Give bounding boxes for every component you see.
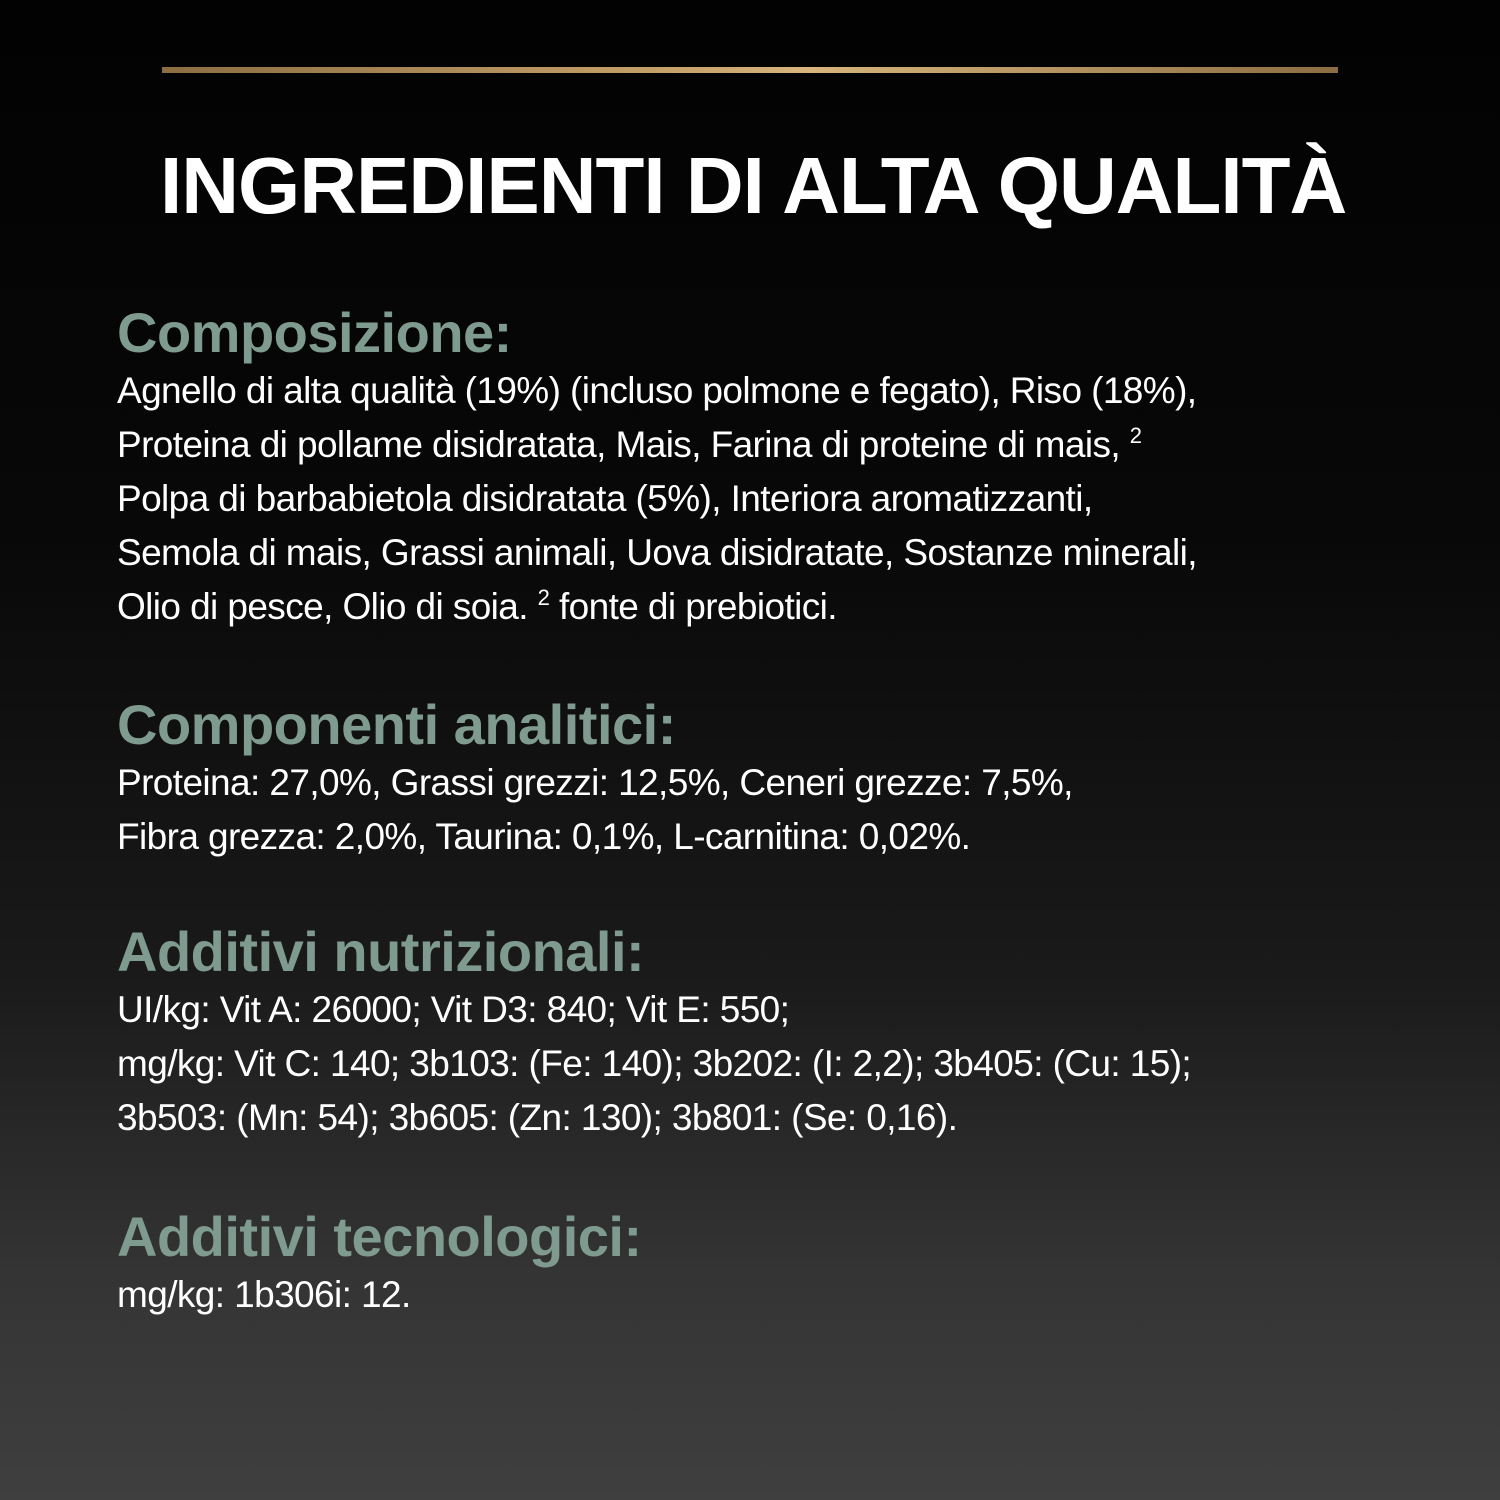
section-heading: Componenti analitici: (117, 693, 676, 756)
section-heading: Additivi nutrizionali: (117, 920, 645, 983)
composition-line-text: Proteina di pollame disidratata, Mais, Farina di proteine di mais, (117, 424, 1130, 465)
composition-line (117, 580, 1407, 634)
additive-line: UI/kg: Vit A: 26000; Vit D3: 840; Vit E: 550; (117, 989, 790, 1030)
composition-line-text: Olio di pesce, Olio di soia. (117, 586, 538, 627)
analytic-line: Proteina: 27,0%, Grassi grezzi: 12,5%, Ceneri grezze: 7,5%, (117, 762, 1073, 803)
gold-divider (162, 67, 1338, 73)
composition-line: Semola di mais, Grassi animali, Uova disidratate, Sostanze minerali, (117, 532, 1197, 573)
section-heading: Composizione: (117, 301, 512, 364)
section-additivi-tecnologici (117, 1206, 1407, 1322)
section-componenti-analitici (117, 694, 1407, 864)
additive-line: mg/kg: Vit C: 140; 3b103: (Fe: 140); 3b202: (I: 2,2); 3b405: (Cu: 15); (117, 1043, 1192, 1084)
composition-line: Polpa di barbabietola disidratata (5%), Interiora aromatizzanti, (117, 478, 1093, 519)
section-composizione (117, 302, 1407, 634)
composition-line: Agnello di alta qualità (19%) (incluso polmone e fegato), Riso (18%), (117, 370, 1197, 411)
footnote-marker: 2 (537, 585, 550, 610)
analytic-line: Fibra grezza: 2,0%, Taurina: 0,1%, L-carnitina: 0,02%. (117, 816, 971, 857)
composition-line (117, 418, 1407, 472)
section-heading: Additivi tecnologici: (117, 1205, 642, 1268)
technological-line: mg/kg: 1b306i: 12. (117, 1274, 411, 1315)
page-title: INGREDIENTI DI ALTA QUALITÀ (160, 141, 1347, 230)
footnote-text: fonte di prebiotici. (549, 586, 837, 627)
footnote-marker: 2 (1129, 423, 1142, 448)
additive-line: 3b503: (Mn: 54); 3b605: (Zn: 130); 3b801: (Se: 0,16). (117, 1097, 958, 1138)
section-additivi-nutrizionali (117, 921, 1407, 1145)
